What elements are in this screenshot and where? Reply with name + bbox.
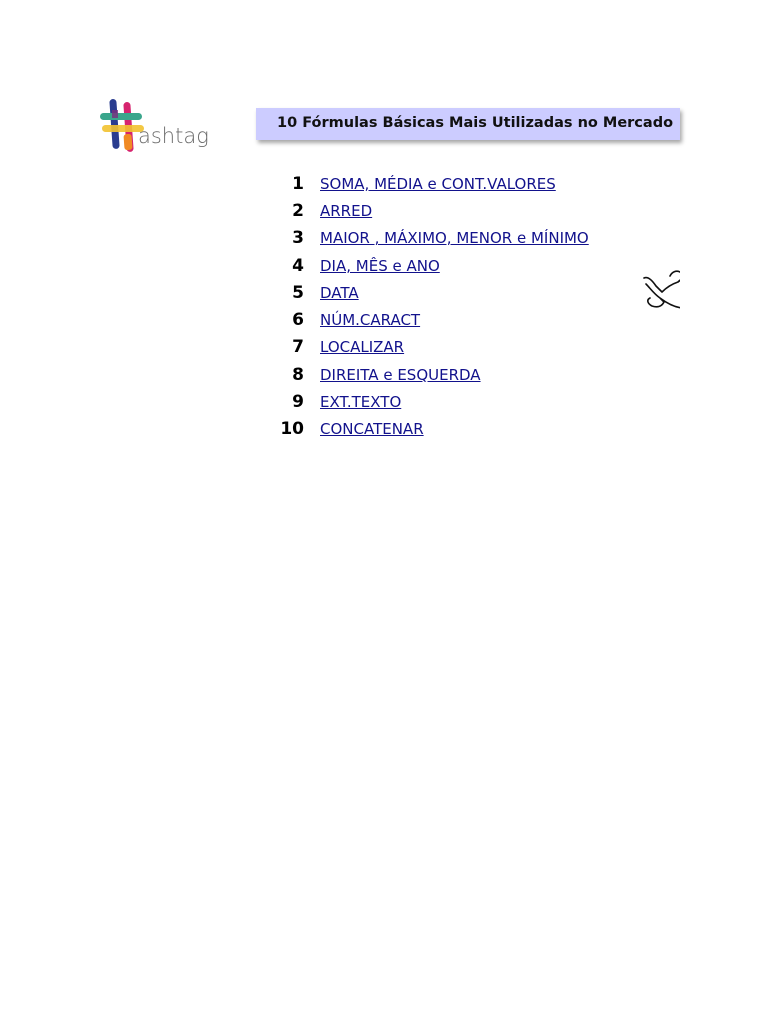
hand-pointer-icon — [640, 268, 680, 312]
item-number: 1 — [292, 173, 304, 194]
page-title: 10 Fórmulas Básicas Mais Utilizadas no Mercado — [277, 115, 674, 131]
menu-item-dia — [270, 252, 589, 279]
link-arred[interactable]: ARRED — [320, 201, 373, 220]
item-number: 10 — [280, 419, 304, 440]
link-data[interactable]: DATA — [320, 283, 359, 302]
menu-item-arred — [270, 197, 589, 224]
item-number: 5 — [292, 282, 304, 303]
logo-wordmark: ashtag — [138, 124, 209, 148]
item-number: 3 — [292, 228, 304, 249]
menu-item-maior — [270, 225, 589, 252]
menu-item-data — [270, 279, 589, 306]
item-number: 2 — [292, 200, 304, 221]
title-bar — [256, 108, 680, 140]
item-number: 4 — [292, 255, 304, 276]
link-soma-media-cont-valores[interactable]: SOMA, MÉDIA e CONT.VALORES — [320, 174, 556, 193]
link-direita-esquerda[interactable]: DIREITA e ESQUERDA — [320, 365, 481, 384]
formula-menu — [270, 170, 589, 443]
link-localizar[interactable]: LOCALIZAR — [320, 338, 405, 357]
link-num-caract[interactable]: NÚM.CARACT — [320, 311, 421, 330]
item-number: 7 — [292, 337, 304, 358]
menu-item-num-caract — [270, 306, 589, 333]
link-maior-maximo-menor-minimo[interactable]: MAIOR , MÁXIMO, MENOR e MÍNIMO — [320, 229, 589, 248]
menu-item-ext-texto — [270, 388, 589, 415]
hashtag-logo-icon — [98, 96, 214, 154]
item-number: 9 — [292, 392, 304, 413]
link-ext-texto[interactable]: EXT.TEXTO — [320, 393, 402, 412]
link-concatenar[interactable]: CONCATENAR — [320, 420, 424, 439]
link-dia-mes-ano[interactable]: DIA, MÊS e ANO — [320, 256, 440, 275]
menu-item-direita — [270, 361, 589, 388]
menu-item-localizar — [270, 334, 589, 361]
menu-item-concatenar — [270, 416, 589, 443]
menu-item-soma — [270, 170, 589, 197]
item-number: 6 — [292, 310, 304, 331]
item-number: 8 — [292, 364, 304, 385]
hashtag-logo — [98, 96, 214, 154]
